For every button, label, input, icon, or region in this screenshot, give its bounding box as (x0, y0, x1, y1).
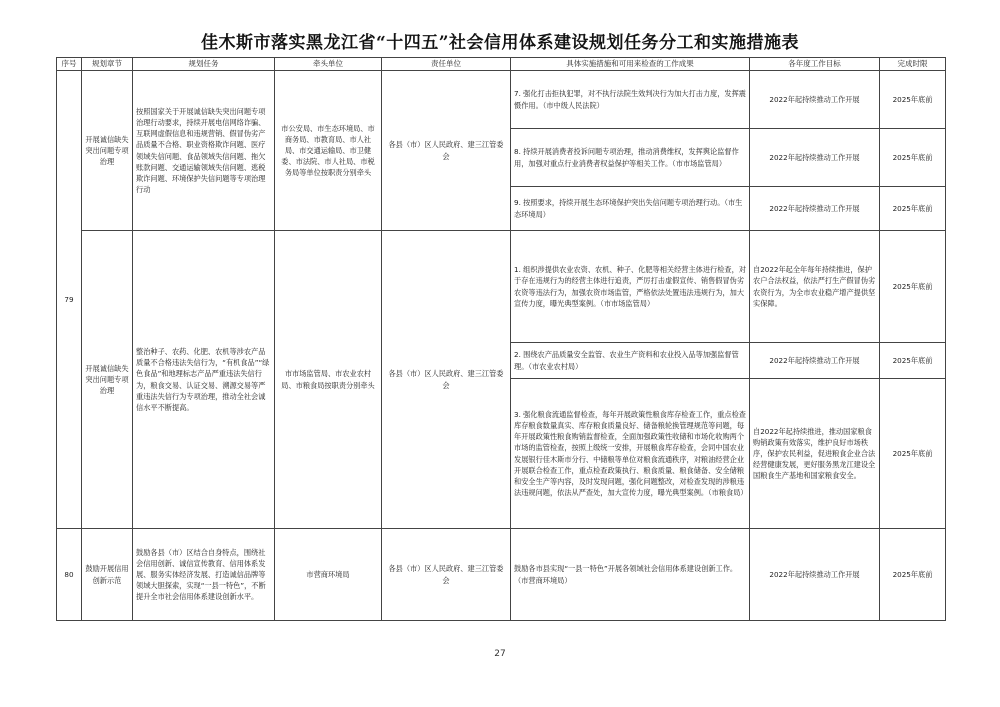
header-deadline: 完成时限 (880, 58, 946, 71)
lead-unit-cell: 市市场监管局、市农业农村局、市粮食局按职责分别牵头 (275, 231, 382, 529)
deadline-cell: 2025年底前 (880, 187, 946, 231)
deadline-cell: 2025年底前 (880, 343, 946, 379)
measure-cell: 3. 强化粮食流通监督检查，每年开展政策性粮食库存检查工作，重点检查库存粮食数量真实、库存粮食质量良好、储备粮轮换管理规范等问题，每年开展政策性粮食购销监督检查，全面加强政策性收储和市场化收购两个市场的监管检查，按照上级统一安排，开展粮食库存检查，会同中国农业发展银行佳木斯市分行、中储粮等单位对粮食流通秩序，对粮油经营企业开展联合检查工作，重点检查政策执行、粮食质量、粮食储备、安全储粮和安全生产等内容，及时发现问题，强化问题整改，对检查发现的涉粮违法违规问题，依法从严查处，加大宣传力度，曝光典型案例。（市粮食局） (511, 379, 750, 529)
goal-cell: 自2022年起持续推进，推动国家粮食购销政策有效落实，维护良好市场秩序，保护农民利益，促进粮食企业合法经营健康发展，更好服务黑龙江建设全国粮食生产基地和国家粮食安全。 (750, 379, 880, 529)
goal-cell: 2022年起持续推动工作开展 (750, 71, 880, 129)
row-number: 80 (57, 529, 82, 621)
header-measures: 具体实施措施和可用来检查的工作成果 (511, 58, 750, 71)
goal-cell: 2022年起持续推动工作开展 (750, 187, 880, 231)
table-header-row (57, 58, 946, 71)
task-cell: 按照国家关于开展诚信缺失突出问题专项治理行动要求，持续开展电信网络诈骗、互联网虚假信息和违规营销、假冒伪劣产品质量不合格、职业资格欺诈问题、医疗领域失信问题、食品领域失信问题、拖欠账款问题、交通运输领域失信问题、逃税欺诈问题、环境保护失信问题等专项治理行动 (133, 71, 275, 231)
task-cell: 整治种子、农药、化肥、农机等涉农产品质量不合格违法失信行为，“有机食品”“绿色食品”和地理标志产品严重违法失信行为，粮食交易、认证交易、溯源交易等严重违法失信行为专项治理，推动全社会诚信水平不断提高。 (133, 231, 275, 529)
header-task: 规划任务 (133, 58, 275, 71)
deadline-cell: 2025年底前 (880, 129, 946, 187)
goal-cell: 自2022年起全年每年持续推进，保护农户合法权益，依法严打生产假冒伪劣农资行为，为全市农业稳产增产提供坚实保障。 (750, 231, 880, 343)
task-cell: 鼓励各县（市）区结合自身特点，围绕社会信用创新、诚信宣传教育、信用体系发展、服务实体经济发展、打造诚信品牌等领域大胆探索，实现“一县一特色”，不断提升全市社会信用体系建设创新水平。 (133, 529, 275, 621)
measure-cell: 鼓励各市县实现“一县一特色”开展各领域社会信用体系建设创新工作。（市营商环境局） (511, 529, 750, 621)
measure-cell: 7. 强化打击拒执犯罪，对不执行法院生效判决行为加大打击力度，发挥震慑作用。（市中级人民法院） (511, 71, 750, 129)
responsible-unit-cell: 各县（市）区人民政府、建三江管委会 (382, 71, 511, 231)
header-annual-goals: 各年度工作目标 (750, 58, 880, 71)
deadline-cell: 2025年底前 (880, 231, 946, 343)
goal-cell: 2022年起持续推动工作开展 (750, 529, 880, 621)
deadline-cell: 2025年底前 (880, 529, 946, 621)
measure-cell: 8. 持续开展消费者投诉问题专项治理，推动消费维权，发挥舆论监督作用，加强对重点行业消费者权益保护等相关工作。（市市场监管局） (511, 129, 750, 187)
section-cell: 鼓励开展信用创新示范 (82, 529, 133, 621)
deadline-cell: 2025年底前 (880, 71, 946, 129)
header-lead: 牵头单位 (275, 58, 382, 71)
table-row (57, 71, 946, 129)
section-cell: 开展诚信缺失突出问题专项治理 (82, 231, 133, 529)
document-title: 佳木斯市落实黑龙江省“十四五”社会信用体系建设规划任务分工和实施措施表 (200, 33, 800, 53)
header-section: 规划章节 (82, 58, 133, 71)
header-responsible: 责任单位 (382, 58, 511, 71)
row-number: 79 (57, 71, 82, 529)
table-row (57, 529, 946, 621)
deadline-cell: 2025年底前 (880, 379, 946, 529)
section-cell: 开展诚信缺失突出问题专项治理 (82, 71, 133, 231)
lead-unit-cell: 市公安局、市生态环境局、市商务局、市教育局、市人社局、市交通运输局、市卫健委、市法院、市人社局、市税务局等单位按职责分别牵头 (275, 71, 382, 231)
goal-cell: 2022年起持续推动工作开展 (750, 129, 880, 187)
header-no: 序号 (57, 58, 82, 71)
measure-cell: 1. 组织涉提供农业农资、农机、种子、化肥等相关经营主体进行检查，对于存在违规行为的经营主体进行追责，严厉打击虚假宣传、销售假冒伪劣农资等违法行为，加强农资市场监管，严格依法处置违法违规行为，加大宣传力度，曝光典型案例。（市市场监管局） (511, 231, 750, 343)
measure-cell: 2. 围绕农产品质量安全监管、农业生产资料和农业投入品等加强监督管理。（市农业农村局） (511, 343, 750, 379)
responsible-unit-cell: 各县（市）区人民政府、建三江管委会 (382, 231, 511, 529)
goal-cell: 2022年起持续推动工作开展 (750, 343, 880, 379)
table-row (57, 231, 946, 343)
responsible-unit-cell: 各县（市）区人民政府、建三江管委会 (382, 529, 511, 621)
page-number: 27 (494, 649, 506, 659)
lead-unit-cell: 市营商环境局 (275, 529, 382, 621)
measure-cell: 9. 按照要求，持续开展生态环境保护突出失信问题专项治理行动。（市生态环境局） (511, 187, 750, 231)
task-table (56, 57, 946, 621)
